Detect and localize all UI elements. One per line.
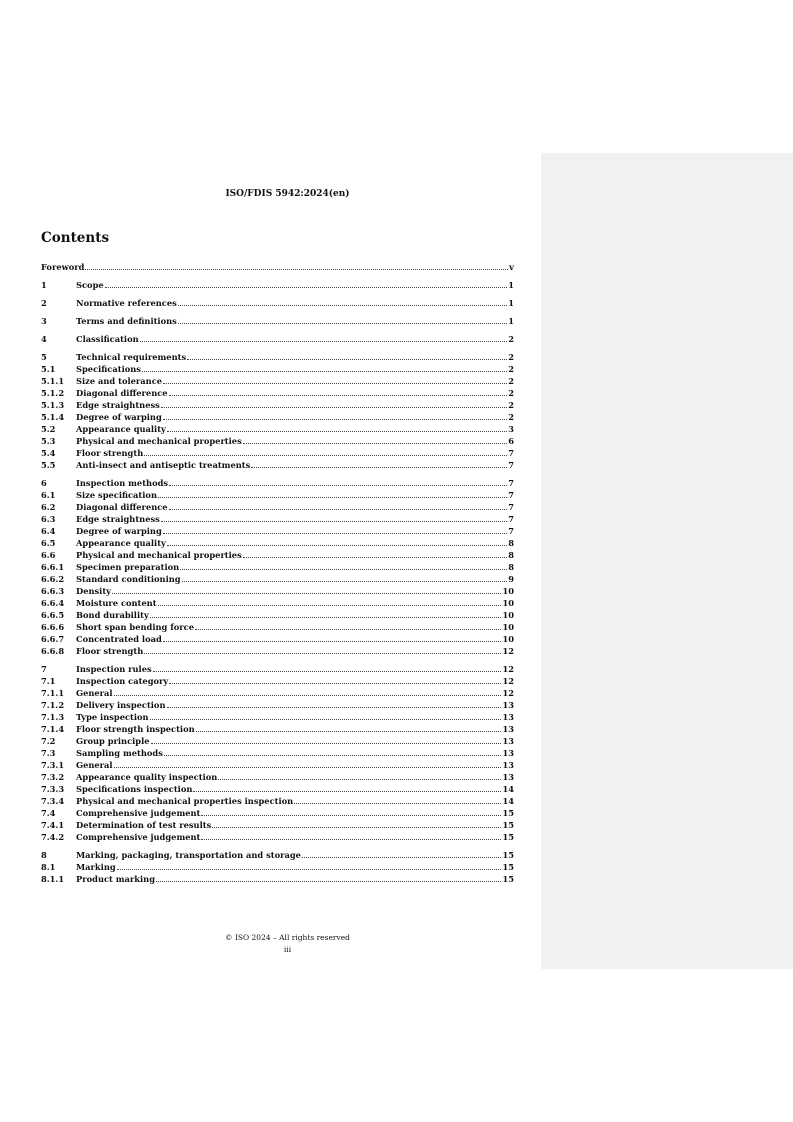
toc-entry-page: 2 [508,412,514,422]
toc-dot-leader [150,718,502,720]
toc-dot-leader [161,406,507,408]
toc-dot-leader [169,508,508,510]
toc-dot-leader [114,766,502,768]
toc-entry-page: 7 [508,526,514,536]
toc-entry-number: 5.3 [41,436,56,446]
toc-entry-page: 2 [508,400,514,410]
toc-entry-number: 6 [41,478,47,488]
toc-entry-number: 6.6.7 [41,634,65,644]
toc-entry[interactable] [41,573,514,585]
toc-entry[interactable] [41,513,514,525]
toc-entry-number: 7.3.4 [41,796,65,806]
toc-entry[interactable] [41,831,514,843]
toc-entry-title: Appearance quality [76,538,166,548]
toc-entry-title: Diagonal difference [76,388,168,398]
toc-entry[interactable] [41,645,514,657]
toc-entry-page: 7 [508,514,514,524]
toc-dot-leader [178,304,507,306]
toc-entry-page: 2 [508,352,514,362]
toc-entry-number: 5.1.3 [41,400,65,410]
toc-entry-page: 13 [502,736,514,746]
toc-entry-title: Group principle [76,736,150,746]
toc-entry[interactable] [41,525,514,537]
toc-entry[interactable] [41,435,514,447]
toc-entry-number: 5.5 [41,460,56,470]
toc-entry-title: General [76,760,113,770]
toc-entry-number: 4 [41,334,47,344]
toc-dot-leader [243,442,507,444]
toc-entry-number: 7.1.4 [41,724,65,734]
toc-entry[interactable] [41,795,514,807]
toc-entry[interactable] [41,735,514,747]
toc-entry[interactable] [41,723,514,735]
toc-entry-title: Technical requirements [76,352,187,362]
toc-entry-title: Physical and mechanical properties [76,550,242,560]
toc-entry[interactable] [41,759,514,771]
table-of-contents [41,261,514,885]
toc-entry-number: 6.6.5 [41,610,65,620]
toc-entry-number: 7.1.1 [41,688,65,698]
toc-dot-leader [193,790,501,792]
toc-entry-page: 10 [502,598,514,608]
toc-dot-leader [201,838,501,840]
toc-entry-page: 13 [502,760,514,770]
toc-entry-page: 15 [502,850,514,860]
toc-entry[interactable] [41,585,514,597]
toc-entry-title: Scope [76,280,104,290]
toc-entry-title: Specimen preparation [76,562,180,572]
toc-entry-page: v [509,262,514,272]
toc-dot-leader [163,532,507,534]
toc-entry[interactable] [41,261,514,273]
toc-entry-title: Degree of warping [76,526,162,536]
toc-entry-title: Classification [76,334,139,344]
toc-entry[interactable] [41,489,514,501]
toc-dot-leader [218,778,501,780]
toc-entry-title: Comprehensive judgement [76,832,201,842]
toc-dot-leader [144,454,507,456]
toc-entry-page: 7 [508,478,514,488]
toc-dot-leader [302,856,501,858]
toc-entry-number: 5.2 [41,424,56,434]
toc-entry-page: 12 [502,664,514,674]
toc-entry[interactable] [41,621,514,633]
toc-entry-number: 7.3.3 [41,784,65,794]
toc-entry[interactable] [41,549,514,561]
toc-entry-page: 12 [502,646,514,656]
toc-entry[interactable] [41,849,514,861]
toc-entry[interactable] [41,597,514,609]
toc-entry-title: Physical and mechanical properties inspection [76,796,294,806]
toc-entry-page: 1 [508,280,514,290]
toc-entry-title: Appearance quality [76,424,166,434]
toc-dot-leader [117,868,502,870]
toc-entry-number: 8 [41,850,47,860]
toc-entry-page: 2 [508,388,514,398]
toc-dot-leader [151,742,502,744]
toc-entry-number: 7.3.2 [41,772,65,782]
toc-entry-number: 7.1.2 [41,700,65,710]
toc-entry-number: 2 [41,298,47,308]
toc-dot-leader [112,592,501,594]
toc-entry-page: 15 [502,832,514,842]
toc-dot-leader [169,484,507,486]
toc-entry-title: Comprehensive judgement [76,808,201,818]
toc-entry[interactable] [41,447,514,459]
toc-dot-leader [161,520,507,522]
toc-entry-page: 9 [508,574,514,584]
page-number: iii [283,945,292,954]
toc-entry[interactable] [41,711,514,723]
toc-dot-leader [167,430,507,432]
toc-entry[interactable] [41,699,514,711]
toc-dot-leader [158,604,502,606]
toc-entry-title: General [76,688,113,698]
toc-entry-number: 3 [41,316,47,326]
toc-entry-number: 7.2 [41,736,56,746]
toc-dot-leader [144,652,501,654]
toc-entry-number: 6.3 [41,514,56,524]
toc-entry[interactable] [41,279,514,291]
toc-entry-number: 6.6.2 [41,574,65,584]
toc-entry-title: Normative references [76,298,177,308]
toc-dot-leader [195,628,501,630]
toc-entry[interactable] [41,819,514,831]
toc-entry[interactable] [41,609,514,621]
toc-entry[interactable] [41,675,514,687]
toc-entry-number: 7.4 [41,808,56,818]
toc-dot-leader [243,556,507,558]
toc-entry-title: Standard conditioning [76,574,181,584]
toc-entry-page: 13 [502,724,514,734]
toc-dot-leader [164,754,502,756]
toc-entry-title: Inspection category [76,676,169,686]
toc-entry-page: 7 [508,448,514,458]
toc-entry-title: Anti-insect and antiseptic treatments [76,460,251,470]
toc-entry-title: Marking, packaging, transportation and storage [76,850,301,860]
toc-entry[interactable] [41,633,514,645]
toc-dot-leader [114,694,502,696]
toc-entry-title: Physical and mechanical properties [76,436,242,446]
toc-entry-page: 3 [508,424,514,434]
toc-entry[interactable] [41,399,514,411]
toc-entry-page: 1 [508,298,514,308]
toc-entry-number: 6.6.4 [41,598,65,608]
toc-entry-title: Bond durability [76,610,149,620]
toc-entry-number: 1 [41,280,47,290]
toc-entry-page: 2 [508,364,514,374]
toc-entry[interactable] [41,501,514,513]
toc-dot-leader [158,496,507,498]
toc-dot-leader [150,616,502,618]
toc-dot-leader [201,814,501,816]
toc-entry-page: 10 [502,634,514,644]
toc-entry-page: 7 [508,460,514,470]
toc-entry-page: 10 [502,610,514,620]
toc-entry-title: Size specification [76,490,157,500]
toc-entry-number: 7.4.2 [41,832,65,842]
toc-entry-title: Delivery inspection [76,700,166,710]
toc-entry-page: 15 [502,862,514,872]
toc-entry[interactable] [41,561,514,573]
toc-dot-leader [153,670,502,672]
toc-dot-leader [294,802,501,804]
toc-entry-title: Appearance quality inspection [76,772,218,782]
toc-entry[interactable] [41,663,514,675]
toc-entry-page: 7 [508,490,514,500]
copyright-footer: © ISO 2024 – All rights reserved [225,933,350,942]
toc-entry-page: 13 [502,748,514,758]
toc-entry-number: 7.1 [41,676,56,686]
toc-dot-leader [163,640,502,642]
toc-dot-leader [182,580,508,582]
document-id-header: ISO/FDIS 5942:2024(en) [225,189,350,199]
toc-entry[interactable] [41,747,514,759]
toc-entry[interactable] [41,861,514,873]
toc-entry-number: 5.4 [41,448,56,458]
toc-entry[interactable] [41,363,514,375]
toc-entry[interactable] [41,687,514,699]
toc-entry-number: 7.3 [41,748,56,758]
toc-dot-leader [196,730,502,732]
toc-entry-title: Terms and definitions [76,316,177,326]
toc-dot-leader [167,706,502,708]
toc-entry-title: Inspection methods [76,478,169,488]
toc-dot-leader [169,394,508,396]
toc-entry-title: Sampling methods [76,748,163,758]
toc-entry[interactable] [41,807,514,819]
toc-entry-title: Edge straightness [76,514,160,524]
toc-entry-number: 5.1.1 [41,376,65,386]
toc-entry-title: Size and tolerance [76,376,163,386]
toc-entry-page: 2 [508,376,514,386]
toc-entry-number: 6.6.6 [41,622,65,632]
toc-entry-title: Density [76,586,111,596]
toc-entry-number: 6.6.1 [41,562,65,572]
contents-title: Contents [41,230,110,246]
toc-entry-title: Specifications inspection [76,784,193,794]
toc-entry-page: 15 [502,808,514,818]
toc-dot-leader [105,286,508,288]
toc-entry-page: 13 [502,712,514,722]
toc-entry-page: 15 [502,820,514,830]
toc-dot-leader [167,544,507,546]
toc-entry-number: 7 [41,664,47,674]
toc-entry-page: 13 [502,700,514,710]
toc-entry-title: Product marking [76,874,156,884]
toc-entry-title: Inspection rules [76,664,152,674]
toc-entry-title: Determination of test results [76,820,212,830]
toc-entry-title: Edge straightness [76,400,160,410]
toc-entry-page: 10 [502,586,514,596]
toc-entry[interactable] [41,333,514,345]
toc-entry-title: Degree of warping [76,412,162,422]
toc-entry-number: 7.1.3 [41,712,65,722]
toc-entry[interactable] [41,411,514,423]
toc-entry-number: 6.6 [41,550,56,560]
toc-entry-page: 8 [508,562,514,572]
toc-entry[interactable] [41,873,514,885]
toc-dot-leader [85,268,508,270]
toc-entry[interactable] [41,297,514,309]
toc-entry-title: Floor strength [76,448,144,458]
toc-entry[interactable] [41,459,514,471]
toc-dot-leader [142,370,507,372]
toc-entry-number: 7.3.1 [41,760,65,770]
toc-entry-page: 14 [502,796,514,806]
toc-dot-leader [187,358,507,360]
toc-entry[interactable] [41,537,514,549]
toc-dot-leader [251,466,507,468]
toc-entry-page: 14 [502,784,514,794]
toc-entry-number: 6.6.8 [41,646,65,656]
toc-entry[interactable] [41,423,514,435]
toc-entry[interactable] [41,783,514,795]
toc-entry-title: Foreword [41,262,85,272]
toc-entry-title: Diagonal difference [76,502,168,512]
toc-entry-number: 5.1 [41,364,56,374]
toc-entry-title: Specifications [76,364,141,374]
toc-entry-title: Concentrated load [76,634,162,644]
toc-entry-number: 8.1.1 [41,874,65,884]
toc-dot-leader [163,382,507,384]
toc-dot-leader [178,322,507,324]
toc-entry-title: Marking [76,862,116,872]
toc-entry-number: 7.4.1 [41,820,65,830]
toc-entry-page: 15 [502,874,514,884]
toc-entry-number: 5.1.4 [41,412,65,422]
toc-entry-page: 1 [508,316,514,326]
toc-entry-page: 7 [508,502,514,512]
comment-pane [541,153,793,969]
toc-entry-page: 6 [508,436,514,446]
toc-entry-number: 6.1 [41,490,56,500]
toc-entry-number: 8.1 [41,862,56,872]
toc-dot-leader [140,340,508,342]
toc-dot-leader [156,880,501,882]
toc-entry-page: 8 [508,550,514,560]
toc-dot-leader [169,682,501,684]
toc-entry-title: Moisture content [76,598,157,608]
toc-entry-title: Type inspection [76,712,149,722]
toc-entry[interactable] [41,315,514,327]
toc-entry-number: 5 [41,352,47,362]
toc-entry-page: 2 [508,334,514,344]
toc-dot-leader [212,826,501,828]
toc-entry-page: 12 [502,676,514,686]
toc-entry-number: 6.6.3 [41,586,65,596]
toc-entry-number: 6.2 [41,502,56,512]
toc-entry-title: Short span bending force [76,622,195,632]
toc-entry-page: 8 [508,538,514,548]
toc-entry[interactable] [41,351,514,363]
toc-entry[interactable] [41,387,514,399]
toc-entry-title: Floor strength inspection [76,724,195,734]
toc-entry-title: Floor strength [76,646,144,656]
toc-entry-page: 10 [502,622,514,632]
toc-entry-page: 12 [502,688,514,698]
toc-entry[interactable] [41,375,514,387]
toc-entry[interactable] [41,477,514,489]
toc-dot-leader [180,568,507,570]
toc-entry-number: 6.4 [41,526,56,536]
toc-entry-number: 6.5 [41,538,56,548]
toc-entry-number: 5.1.2 [41,388,65,398]
toc-entry[interactable] [41,771,514,783]
toc-dot-leader [163,418,507,420]
toc-entry-page: 13 [502,772,514,782]
